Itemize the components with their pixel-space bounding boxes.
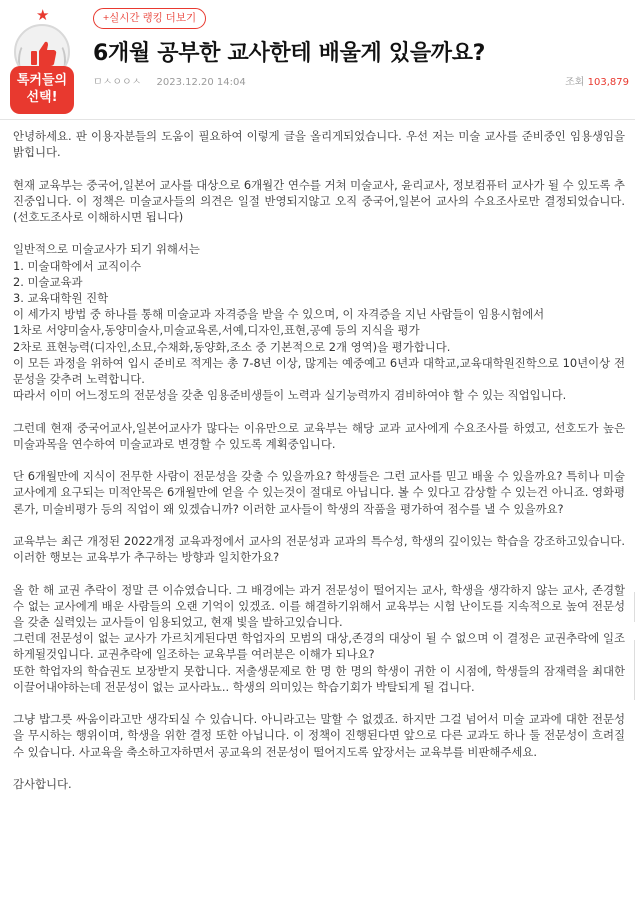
badge-label <box>10 66 74 114</box>
realtime-ranking-button[interactable]: +실시간 랭킹 더보기 <box>93 8 206 29</box>
paragraph-line: 2차로 표현능력(디자인,소묘,수채화,동양화,조소 중 기본적으로 2개 영역)을 평가합니다. <box>13 339 451 354</box>
paragraph-line: 올 한 해 교권 추락이 정말 큰 이슈였습니다. 그 배경에는 과거 전문성이 떨어지는 교사, 학생을 생각하지 않는 교사, 존경할 수 없는 교사에게 배운 사람들의 오랜 기억이 있겠죠. 이를 해결하기위해서 교육부는 시험 난이도를 지속적으로 높여 전문성을 갖춘 실력있는 교사들이 임용되었고, 현재 빛을 발하고있습니다. <box>13 582 625 629</box>
paragraph: 현재 교육부는 중국어,일본어 교사를 대상으로 6개월간 연수를 거쳐 미술교사, 윤리교사, 정보컴퓨터 교사가 될 수 있도록 추진중입니다. 이 정책은 미술교사들의 의견은 일절 반영되지않고 오직 중국어,일본어 교사의 수요조사로만 결정되었습니다. (선호도조사로 이해하시면 됩니다) <box>13 177 625 224</box>
post-date: 2023.12.20 14:04 <box>156 77 246 88</box>
thumbs-up-icon <box>28 38 58 68</box>
view-count-label: 조회 <box>565 77 585 88</box>
badge-label-line2: 선택! <box>26 90 58 105</box>
paragraph-line: 또한 학업자의 학습권도 보장받지 못합니다. 저출생문제로 한 명 한 명의 학생이 귀한 이 시점에, 학생들의 잠재력을 최대한 이끌어내야하는데 전문성이 없는 교사라뇨.. 학생의 의미있는 학습기회가 박탈되게 될 겁니다. <box>13 663 625 694</box>
badge-label-line1: 톡커들의 <box>16 73 68 88</box>
view-count <box>565 73 629 88</box>
paragraph-line: 일반적으로 미술교사가 되기 위해서는 <box>13 242 200 257</box>
paragraph: 그냥 밥그릇 싸움이라고만 생각되실 수 있습니다. 아니라고는 말할 수 없겠죠. 하지만 그걸 넘어서 미술 교과에 대한 전문성을 무시하는 행위이며, 학생을 위한 결정 또한 아닙니다. 이 정책이 진행된다면 앞으로 다른 교과도 하나 둘 전문성이 흐려질 수 있습니다. 사교육을 축소하고자하면서 공교육의 전문성이 떨어지도록 앞장서는 교육부를 비판해주세요. <box>13 712 625 759</box>
post-title: 6개월 공부한 교사한테 배울게 있을까요? <box>93 41 486 66</box>
paragraph: 그런데 현재 중국어교사,일본어교사가 많다는 이유만으로 교육부는 해당 교과 교사에게 수요조사를 하였고, 선호도가 높은 미술과목을 연수하여 미술교과로 변경할 수 있도록 계획중입니다. <box>13 420 625 451</box>
talker-choice-badge <box>10 8 74 106</box>
paragraph-line: 3. 교육대학원 진학 <box>13 291 109 305</box>
paragraph-line: 이 모든 과정을 위하여 입시 준비로 적게는 총 7-8년 이상, 많게는 예중예고 6년과 대학교,교육대학원진학으로 10년이상 전문성을 갖추려 노력합니다. <box>13 355 625 387</box>
paragraph-line: 따라서 이미 어느정도의 전문성을 갖춘 임용준비생들이 노력과 실기능력까지 겸비하여야 할 수 있는 직업입니다. <box>13 388 567 403</box>
paragraph-line: 1차로 서양미술사,동양미술사,미술교육론,서예,디자인,표현,공예 등의 지식을 평가 <box>13 323 420 338</box>
post-header <box>0 0 635 120</box>
paragraph: 교육부는 최근 개정된 2022개정 교육과정에서 교사의 전문성과 교과의 특수성, 학생의 깊이있는 학습을 강조하고있습니다. 이러한 행보는 교육부가 추구하는 방향과 일치한가요? <box>13 534 625 565</box>
closing-line: 감사합니다. <box>13 777 72 791</box>
post-body <box>13 128 625 792</box>
paragraph-line: 이 세가지 방법 중 하나를 통해 미술교과 자격증을 받을 수 있으며, 이 자격증을 지닌 사람들이 임용시험에서 <box>13 307 545 322</box>
star-icon: ★ <box>36 6 50 24</box>
paragraph: 안녕하세요. 판 이용자분들의 도움이 필요하여 이렇게 글을 올리게되었습니다. 우선 저는 미술 교사를 준비중인 임용생임을 밝힙니다. <box>13 129 625 160</box>
paragraph: 단 6개월만에 지식이 전무한 사람이 전문성을 갖출 수 있을까요? 학생들은 그런 교사를 믿고 배울 수 있을까요? 특히나 미술교사에게 요구되는 미적안목은 6개월만에 얻을 수 있는것이 절대로 아닙니다. 볼 수 있다고 감상할 수 있는건 아니죠. 영화평론가, 미술비평가 등의 직업이 왜 있겠습니까? 이러한 교사들이 학생의 작품을 평가하여 점수를 낼 수 있을까요? <box>13 469 625 516</box>
post-meta <box>93 73 246 88</box>
paragraph-line: 2. 미술교육과 <box>13 274 83 289</box>
paragraph-line: 1. 미술대학에서 교직이수 <box>13 258 142 273</box>
author-name[interactable]: ㅁㅅㅇㅇㅅ <box>93 77 142 88</box>
paragraph-line: 그런데 전문성이 없는 교사가 가르치게된다면 학업자의 모범의 대상,존경의 대상이 될 수 없으며 이 결정은 교권추락에 일조하게될것입니다. 교권추락에 일조하는 교육부를 여러분은 이해가 되나요? <box>13 631 625 662</box>
view-count-value: 103,879 <box>587 77 629 88</box>
